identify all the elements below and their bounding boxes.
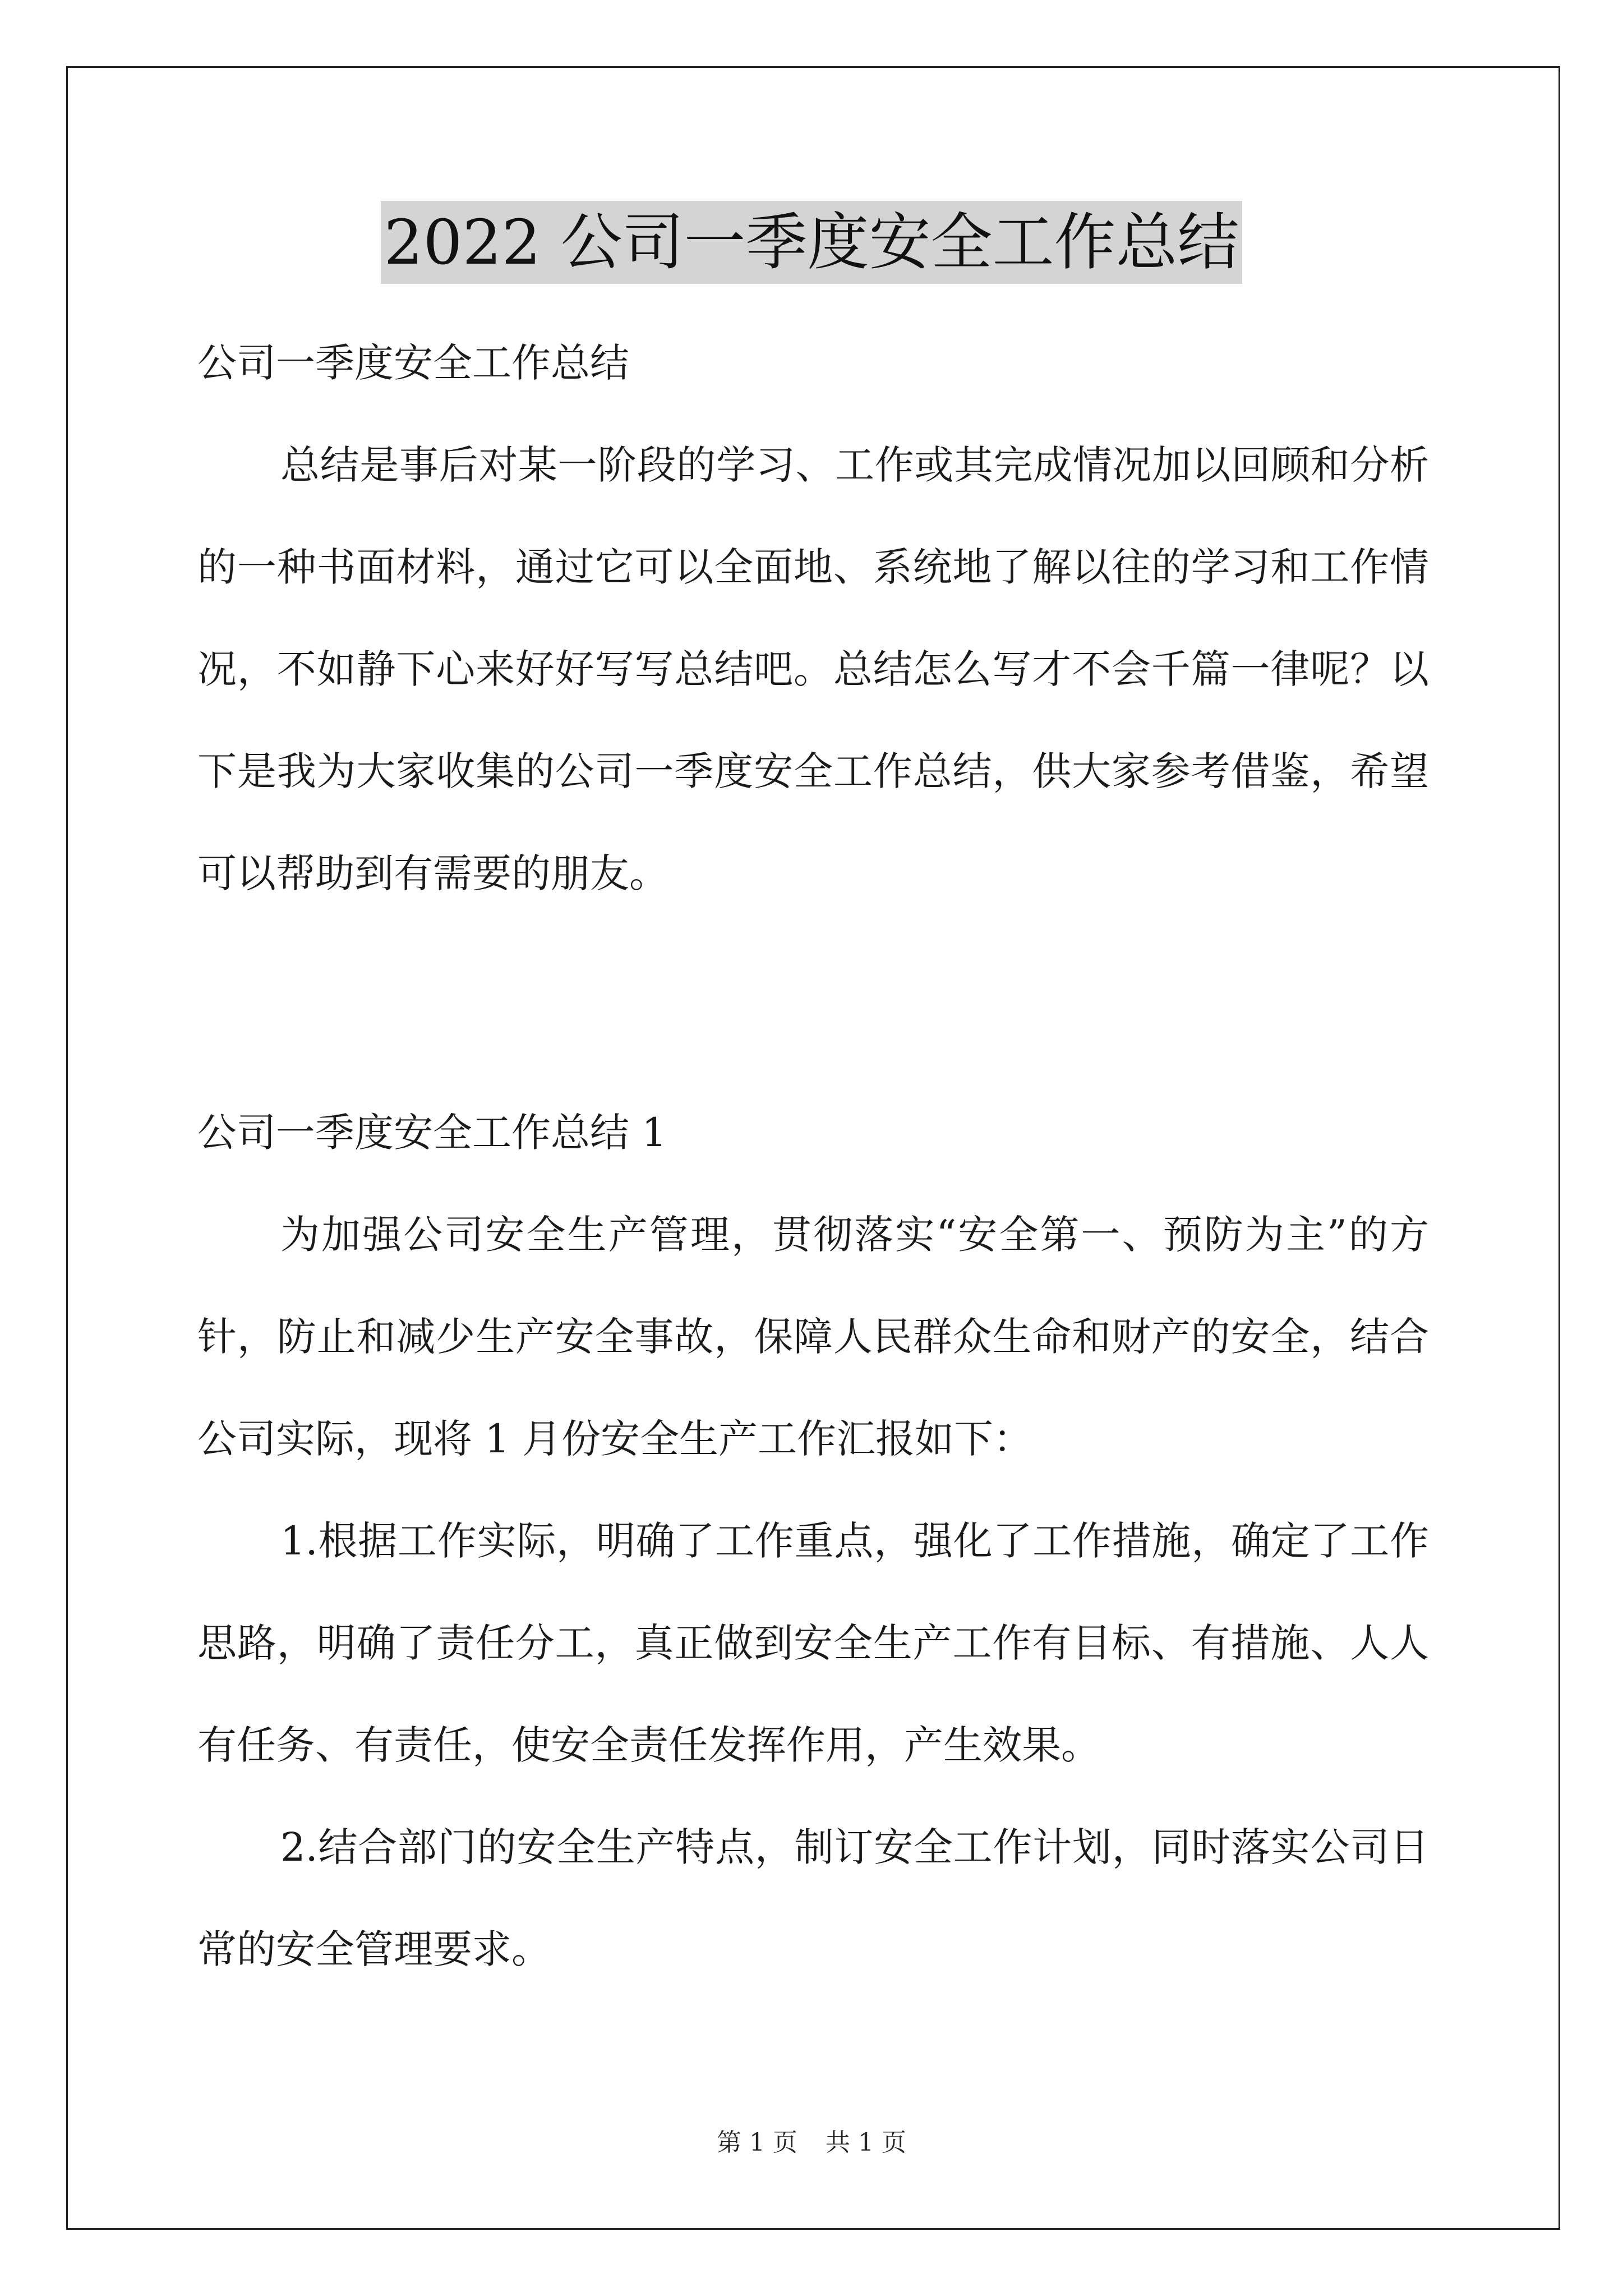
section-2-heading: 公司一季度安全工作总结 1: [197, 1110, 667, 1156]
section-2-paragraph-2: 1.根据工作实际，明确了工作重点，强化了工作措施，确定了工作思路，明确了责任分工，真正做到安全生产工作有目标、有措施、人人有任务、有责任，使安全责任发挥作用，产生效果。: [197, 1518, 1429, 1768]
section-2-paragraph-1: 为加强公司安全生产管理，贯彻落实“安全第一、预防为主”的方针，防止和减少生产安全事故，保障人民群众生命和财产的安全，结合公司实际，现将 1 月份安全生产工作汇报如下：: [197, 1212, 1429, 1462]
section-1-heading: 公司一季度安全工作总结: [197, 340, 629, 386]
page-footer: [0, 2126, 1623, 2160]
document-title: 2022 公司一季度安全工作总结: [381, 201, 1243, 284]
page-number: 第 1 页: [717, 2128, 797, 2157]
section-1: [197, 312, 1429, 924]
section-2: [197, 1082, 1429, 2000]
title-container: [0, 201, 1623, 284]
section-2-paragraph-3: 2.结合部门的安全生产特点，制订安全工作计划，同时落实公司日常的安全管理要求。: [197, 1824, 1429, 1972]
page-total: 共 1 页: [826, 2128, 906, 2157]
section-1-paragraph: 总结是事后对某一阶段的学习、工作或其完成情况加以回顾和分析的一种书面材料，通过它可以全面地、系统地了解以往的学习和工作情况，不如静下心来好好写写总结吧。总结怎么写才不会千篇一律呢？以下是我为大家收集的公司一季度安全工作总结，供大家参考借鉴，希望可以帮助到有需要的朋友。: [197, 442, 1429, 896]
